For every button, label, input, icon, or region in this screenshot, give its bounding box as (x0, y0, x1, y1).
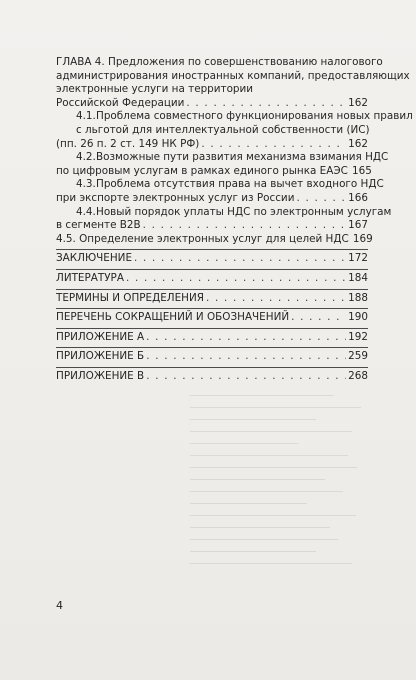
toc-entry-title: администрирования иностранных компаний, предоставляющих (56, 69, 410, 82)
table-of-contents (56, 56, 413, 383)
toc-entry-title: ПРИЛОЖЕНИЕ В (56, 369, 145, 382)
toc-entry[interactable] (56, 350, 368, 364)
toc-page-number: 166 (348, 191, 368, 204)
page-number: 4 (56, 599, 63, 612)
toc-entry-title: ЗАКЛЮЧЕНИЕ (56, 252, 133, 265)
toc-page-number: 268 (348, 369, 368, 382)
toc-entry-title: в сегменте B2B (56, 219, 141, 232)
toc-entry-title: с льготой для интеллектуальной собственности (ИС) (76, 123, 370, 136)
toc-page-number: 192 (348, 330, 368, 343)
toc-leader-dots (134, 252, 346, 266)
toc-entry[interactable] (56, 311, 368, 325)
toc-entry-title: ТЕРМИНЫ И ОПРЕДЕЛЕНИЯ (56, 291, 204, 304)
toc-page-number: 259 (348, 350, 368, 363)
toc-page-number: 188 (348, 291, 368, 304)
toc-entry-title: ПРИЛОЖЕНИЕ А (56, 330, 145, 343)
toc-entry[interactable] (56, 232, 373, 247)
toc-divider (56, 328, 368, 329)
toc-entry[interactable] (56, 252, 368, 266)
toc-page-number: 172 (348, 252, 368, 265)
toc-entry[interactable] (56, 272, 368, 286)
toc-entry[interactable] (56, 151, 389, 178)
toc-entry-title: Проблема отсутствия права на вычет входного НДС (96, 178, 384, 191)
toc-entry-title: ПЕРЕЧЕНЬ СОКРАЩЕНИЙ И ОБОЗНАЧЕНИЙ (56, 311, 290, 324)
toc-entry-title: Возможные пути развития механизма взимания НДС (96, 151, 389, 164)
toc-entry-title: (пп. 26 п. 2 ст. 149 НК РФ) (56, 137, 200, 150)
toc-page-number: 167 (348, 219, 368, 232)
toc-entry[interactable] (56, 292, 368, 306)
toc-entry[interactable] (56, 110, 413, 151)
toc-divider (56, 289, 368, 290)
toc-entry-title: ПРИЛОЖЕНИЕ Б (56, 350, 145, 363)
toc-page-number: 184 (348, 271, 368, 284)
toc-leader-dots (146, 350, 346, 364)
toc-entry-title: 4.5. Определение электронных услуг для целей НДС (56, 232, 349, 245)
toc-entry-title: ГЛАВА 4. Предложения по совершенствованию налогового (56, 56, 383, 68)
toc-entry-title: ЛИТЕРАТУРА (56, 271, 124, 284)
toc-entry-title: Проблема совместного функционирования новых правил (96, 110, 413, 123)
toc-entry[interactable] (56, 178, 384, 205)
toc-entry-number: 4.1. (76, 110, 96, 123)
toc-leader-dots (143, 219, 346, 233)
toc-page-number: 190 (348, 311, 368, 324)
toc-entry-number: 4.3. (76, 178, 96, 191)
toc-page-number: 169 (352, 232, 373, 245)
toc-leader-dots (296, 192, 346, 206)
toc-divider (56, 308, 368, 309)
toc-leader-dots (201, 138, 346, 152)
toc-entry[interactable] (56, 56, 410, 110)
toc-leader-dots (186, 97, 346, 111)
toc-leader-dots (146, 370, 346, 384)
toc-page-number: 162 (348, 96, 368, 109)
toc-leader-dots (146, 331, 346, 345)
toc-leader-dots (206, 292, 346, 306)
toc-page-number: 162 (348, 137, 368, 150)
toc-entry-title: Российской Федерации (56, 96, 185, 109)
toc-divider (56, 249, 368, 250)
bleed-through-text (190, 395, 370, 615)
toc-entry-number: 4.4. (76, 205, 96, 218)
toc-entry-title: Новый порядок уплаты НДС по электронным услугам (96, 205, 392, 218)
toc-entry[interactable] (56, 331, 368, 345)
toc-leader-dots (126, 272, 346, 286)
toc-leader-dots (291, 311, 346, 325)
toc-divider (56, 367, 368, 368)
toc-divider (56, 347, 368, 348)
toc-page-number: 165 (352, 164, 372, 177)
toc-entry-title: электронные услуги на территории (56, 83, 254, 96)
toc-entry-number: 4.2. (76, 151, 96, 164)
toc-entry[interactable] (56, 205, 392, 233)
toc-entry[interactable] (56, 370, 368, 384)
toc-entry-title: при экспорте электронных услуг из России (56, 191, 295, 204)
toc-divider (56, 269, 368, 270)
toc-entry-title: по цифровым услугам в рамках единого рынка ЕАЭС (56, 164, 348, 177)
